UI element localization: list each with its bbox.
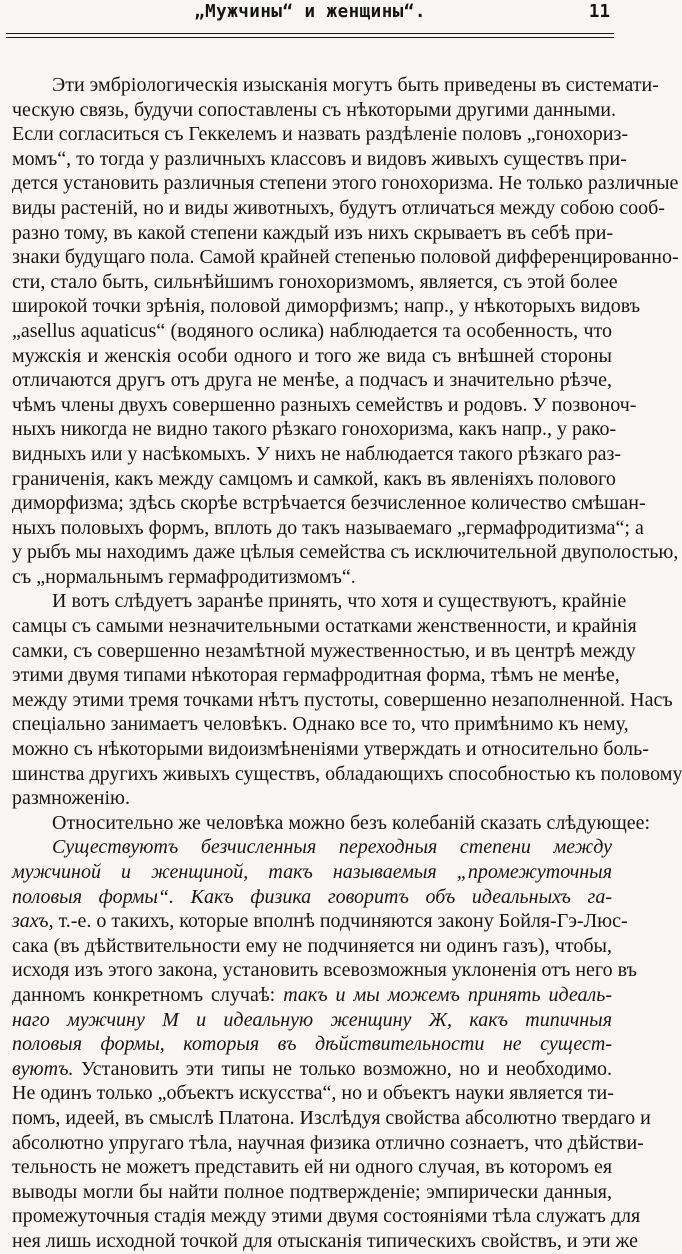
text-line: Не одинъ только „объектъ искусства“, но и объектъ науки является ти- — [12, 1082, 614, 1105]
body-text — [12, 73, 682, 1254]
text-line: половыя формы, которыя въ дѣйствительности не сущест- — [12, 1033, 612, 1056]
text-line: сти, стало быть, сильнѣйшимъ гонохоризмомъ, является, съ этой более — [12, 270, 618, 293]
text-line: Существуютъ безчисленныя переходныя степени между — [52, 836, 612, 859]
text-line: дется установить различныя степени этого гонохоризма. Не только различные — [12, 172, 679, 195]
text-line: Эти эмбріологическія изысканія могутъ быть приведены въ системати- — [52, 74, 659, 96]
text-line: половыя формы“. Какъ физика говоритъ объ идеальныхъ га- — [12, 885, 612, 908]
text-line: данномъ конкретномъ случаѣ: такъ и мы можемъ принять идеаль- — [12, 983, 612, 1006]
text-line: знаки будущаго пола. Самой крайней степенью половой дифференцированно- — [12, 246, 679, 269]
text-line: ческую связь, будучи сопоставлены съ нѣкоторыми другими данными. — [12, 98, 616, 121]
text-line: съ „нормальнымъ гермафродитизмомъ“. — [12, 565, 356, 588]
text-line: ныхъ никогда не видно такого рѣзкаго гонохоризма, какъ напр., у рако- — [12, 418, 617, 441]
text-line: разно тому, въ какой степени каждый изъ нихъ скрываетъ въ себѣ при- — [12, 221, 614, 244]
text-line: самцы съ самыми незначительными остатками женственности, и крайнія — [12, 615, 637, 638]
text-line: этими двумя типами нѣкоторая гермафродитная форма, тѣмъ не менѣе, — [12, 664, 620, 687]
header-rule — [6, 33, 614, 38]
text-line: видныхъ или у насѣкомыхъ. У нихъ не наблюдается такого рѣзкаго раз- — [12, 442, 622, 465]
text-line: захъ, т.-е. о такихъ, которые вполнѣ подчиняются закону Бойля-Гэ-Люс- — [12, 910, 628, 933]
text-line: спеціально занимаетъ человѣкъ. Однако все то, что примѣнимо къ нему, — [12, 713, 629, 736]
text-line: самки, съ совершенно незамѣтной мужественностью, и въ центрѣ между — [12, 639, 636, 662]
page-number: 11 — [588, 2, 610, 22]
text-line: можно съ нѣкоторыми видоизмѣненіями утверждать и относительно боль- — [12, 738, 649, 761]
text-line: граниченія, какъ между самцомъ и самкой, какъ въ явленіяхъ полового — [12, 467, 616, 490]
text-line: помъ, идеей, въ смыслѣ Платона. Изслѣдуя свойства абсолютно твердаго и — [12, 1106, 651, 1129]
text-line: широкой точки зрѣнія, половой диморфизмъ; напр., у нѣкоторыхъ видовъ — [12, 295, 641, 318]
text-line: мужчиной и женщиной, такъ называемыя „промежуточныя — [12, 861, 612, 883]
text-line: И вотъ слѣдуетъ заранѣе принять, что хотя и существуютъ, крайніе — [52, 590, 627, 613]
text-line: шинства другихъ живыхъ существъ, обладающихъ способностью къ половому — [12, 762, 682, 785]
text-line: абсолютно упругаго тѣла, научная физика отлично сознаетъ, что дѣйстви- — [12, 1131, 644, 1154]
text-line: Относительно же человѣка можно безъ колебаній сказать слѣдующее: — [52, 811, 651, 834]
text-line: сака (въ дѣйствительности ему не подчиняется ни одинъ газъ), чтобы, — [12, 934, 612, 957]
text-line: нея лишь исходной точкой для отысканія типическихъ свойствъ, и эти же — [12, 1229, 638, 1252]
text-line: выводы могли бы найти полное подтвержденіе; эмпирически данныя, — [12, 1180, 612, 1203]
text-line: отличаются другъ отъ друга не менѣе, а подчасъ и значительно рѣзче, — [12, 369, 612, 392]
running-header — [0, 0, 620, 28]
text-line: у рыбъ мы находимъ даже цѣлыя семейства съ исключительной двуполостью, — [12, 541, 679, 564]
text-line: Если согласиться съ Геккелемъ и назвать раздѣленіе половъ „гонохориз- — [12, 123, 629, 146]
text-line: диморфизма; здѣсь скорѣе встрѣчается безчисленное количество смѣшан- — [12, 492, 646, 515]
text-line: момъ“, то тогда у различныхъ классовъ и видовъ живыхъ существъ при- — [12, 147, 627, 170]
text-line: мужскія и женскія особи одного и того же вида съ внѣшней стороны — [12, 344, 612, 367]
text-line: размноженію. — [12, 787, 130, 810]
text-line: вуютъ. Установить эти типы не только возможно, но и необходимо. — [12, 1057, 612, 1080]
text-line: ныхъ половыхъ формъ, вплоть до такъ называемаго „гермафродитизма“; а — [12, 516, 644, 539]
text-line: промежуточныя стадія между этими двумя состояніями тѣла служатъ для — [12, 1205, 641, 1228]
text-line: чѣмъ члены двухъ совершенно разныхъ семействъ и родовъ. У позвоноч- — [12, 393, 637, 416]
text-line: тельность не можетъ представить ей ни одного случая, въ которомъ ея — [12, 1156, 613, 1179]
text-line: виды растеній, но и виды животныхъ, будутъ отличаться между собою сооб- — [12, 196, 665, 219]
text-line: наго мужчину М и идеальную женщину Ж, какъ типичныя — [12, 1008, 612, 1031]
text-line: между этими тремя точками нѣтъ пустоты, совершенно незаполненной. Насъ — [12, 688, 673, 711]
text-line: „asellus aquaticus“ (водяного ослика) наблюдается та особенность, что — [12, 319, 612, 342]
page-title: „Мужчины“ и женщины“. — [194, 2, 426, 22]
text-line: исходя изъ этого закона, установить всевозможныя уклоненія отъ него въ — [12, 959, 637, 982]
